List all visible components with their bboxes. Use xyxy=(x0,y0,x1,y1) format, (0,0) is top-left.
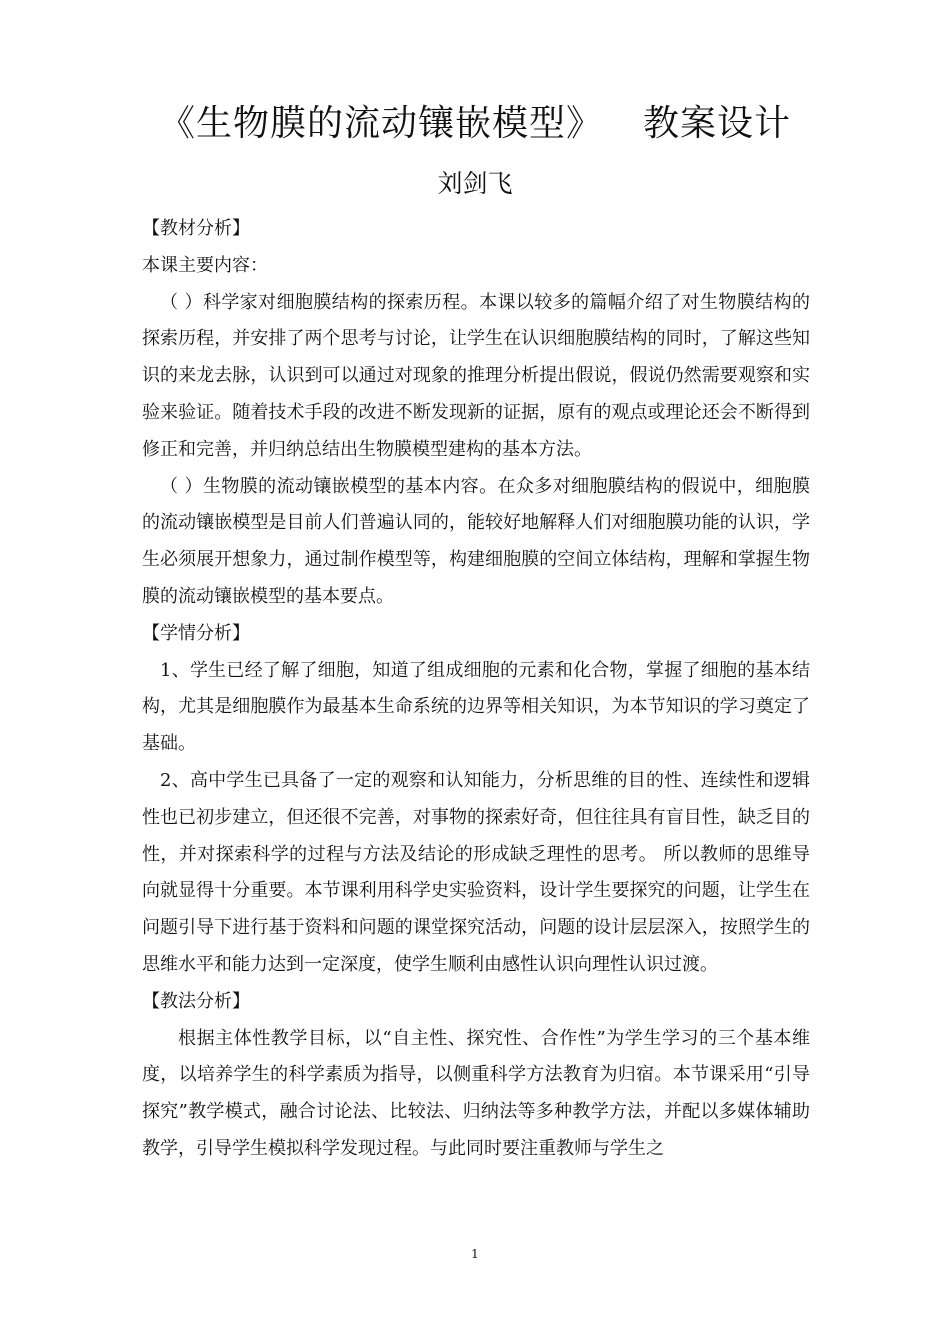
title-main: 《生物膜的流动镶嵌模型》 xyxy=(158,103,603,144)
students-paragraph-1: 1、学生已经了解了细胞，知道了组成细胞的元素和化合物，掌握了细胞的基本结构，尤其是细胞膜作为最基本生命系统的边界等相关知识，为本节知识的学习奠定了基础。 xyxy=(142,659,810,755)
students-paragraph-2: 2、高中学生已具备了一定的观察和认知能力，分析思维的目的性、连续性和逻辑性也已初步建立，但还很不完善，对事物的探索好奇，但往往具有盲目性，缺乏目的性，并对探索科学的过程与方法及结论的形成缺乏理性的思考。 所以教师的思维导向就显得十分重要。本节课利用科学史实验资料，设计学生要探究的问题，让学生在问题引导下进行基于资料和问题的课堂探究活动，问题的设计层层深入，按照学生的思维水平和能力达到一定深度，使学生顺利由感性认识向理性认识过渡。 xyxy=(142,769,810,975)
section-heading-method: 【教法分析】 xyxy=(142,990,250,1012)
author-name: 刘剑飞 xyxy=(437,169,513,198)
document-body xyxy=(142,211,810,1168)
method-paragraph-1: 根据主体性教学目标，以“自主性、探究性、合作性”为学生学习的三个基本维度，以培养学生的科学素质为指导，以侧重科学方法教育为归宿。本节课采用“引导探究”教学模式，融合讨论法、比较法、归纳法等多种教学方法，并配以多媒体辅助教学，引导学生模拟科学发现过程。与此同时要注重教师与学生之 xyxy=(142,1027,810,1159)
section-heading-students: 【学情分析】 xyxy=(142,622,250,644)
textbook-paragraph-2: （ ）生物膜的流动镶嵌模型的基本内容。在众多对细胞膜结构的假说中，细胞膜的流动镶嵌模型是目前人们普遍认同的，能较好地解释人们对细胞膜功能的认识，学生必须展开想象力，通过制作模型等，构建细胞膜的空间立体结构，理解和掌握生物膜的流动镶嵌模型的基本要点。 xyxy=(142,475,810,607)
page-number: 1 xyxy=(471,1247,479,1261)
document-title xyxy=(0,98,950,150)
textbook-paragraph-1: （ ）科学家对细胞膜结构的探索历程。本课以较多的篇幅介绍了对生物膜结构的探索历程，并安排了两个思考与讨论，让学生在认识细胞膜结构的同时，了解这些知识的来龙去脉，认识到可以通过对现象的推理分析提出假说，假说仍然需要观察和实验来验证。随着技术手段的改进不断发现新的证据，原有的观点或理论还会不断得到修正和完善，并归纳总结出生物膜模型建构的基本方法。 xyxy=(142,291,810,460)
title-suffix: 教案设计 xyxy=(643,103,792,144)
textbook-intro: 本课主要内容： xyxy=(142,254,268,276)
section-heading-textbook: 【教材分析】 xyxy=(142,218,250,239)
